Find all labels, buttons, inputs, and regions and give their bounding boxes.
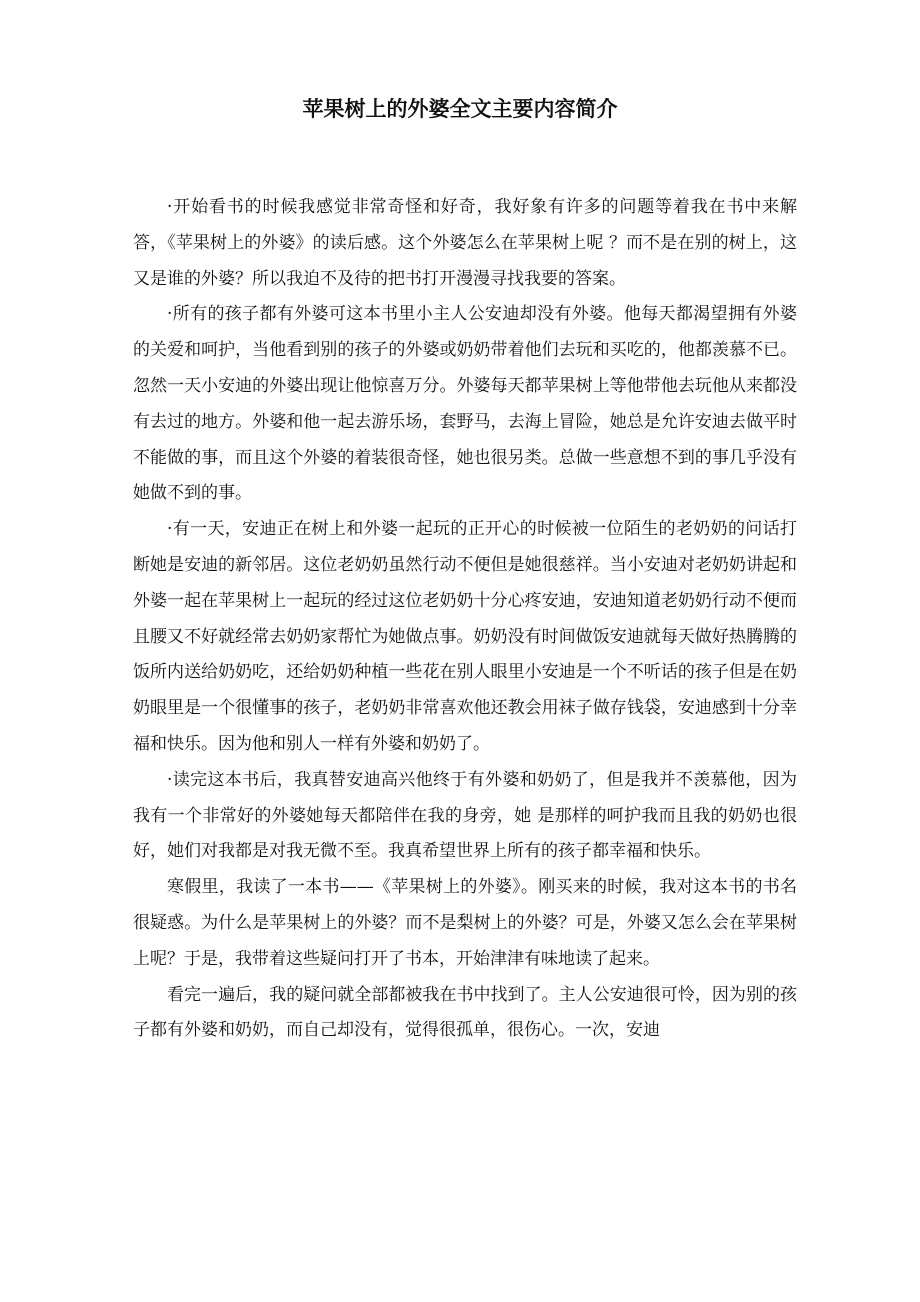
paragraph-2: ·所有的孩子都有外婆可这本书里小主人公安迪却没有外婆。他每天都渴望拥有外婆的关爱和呵护，当他看到别的孩子的外婆或奶奶带着他们去玩和买吃的，他都羡慕不已。忽然一天小安迪的外婆出现让他惊喜万分。外婆每天都苹果树上等他带他去玩他从来都没有去过的地方。外婆和他一起去游乐场，套野马，去海上冒险，她总是允许安迪去做平时不能做的事，而且这个外婆的着装很奇怪，她也很另类。总做一些意想不到的事几乎没有她做不到的事。 [133, 304, 797, 504]
paragraph-6: 看完一遍后，我的疑问就全部都被我在书中找到了。主人公安迪很可怜，因为别的孩子都有外婆和奶奶，而自己却没有，觉得很孤单，很伤心。一次，安迪 [133, 984, 797, 1041]
paragraph-4: ·读完这本书后，我真替安迪高兴他终于有外婆和奶奶了，但是我并不羡慕他，因为我有一个非常好的外婆她每天都陪伴在我的身旁，她 是那样的呵护我而且我的奶奶也很好，她们对我都是对我无微不至。我真希望世界上所有的孩子都幸福和快乐。 [133, 769, 797, 862]
paragraph-1: ·开始看书的时候我感觉非常奇怪和好奇，我好象有许多的问题等着我在书中来解答，《苹果树上的外婆》的读后感。这个外婆怎么在苹果树上呢 ？而不是在别的树上，这又是谁的外婆？所以我迫不及待的把书打开漫漫寻找我要的答案。 [133, 197, 797, 289]
document-body [133, 190, 797, 1049]
paragraph-5: 寒假里，我读了一本书——《苹果树上的外婆》。刚买来的时候，我对这本书的书名很疑惑。为什么是苹果树上的外婆？而不是梨树上的外婆？可是，外婆又怎么会在苹果树上呢？于是，我带着这些疑问打开了书本，开始津津有味地读了起来。 [133, 877, 797, 969]
document-title: 苹果树上的外婆全文主要内容简介 [302, 97, 618, 121]
paragraph-3: ·有一天，安迪正在树上和外婆一起玩的正开心的时候被一位陌生的老奶奶的问话打断她是安迪的新邻居。这位老奶奶虽然行动不便但是她很慈祥。当小安迪对老奶奶讲起和外婆一起在苹果树上一起玩的经过这位老奶奶十分心疼安迪，安迪知道老奶奶行动不便而且腰又不好就经常去奶奶家帮忙为她做点事。奶奶没有时间做饭安迪就每天做好热腾腾的饭所内送给奶奶吃，还给奶奶种植一些花在别人眼里小安迪是一个不听话的孩子但是在奶奶眼里是一个很懂事的孩子，老奶奶非常喜欢他还教会用袜子做存钱袋，安迪感到十分幸福和快乐。因为他和别人一样有外婆和奶奶了。 [133, 519, 797, 754]
